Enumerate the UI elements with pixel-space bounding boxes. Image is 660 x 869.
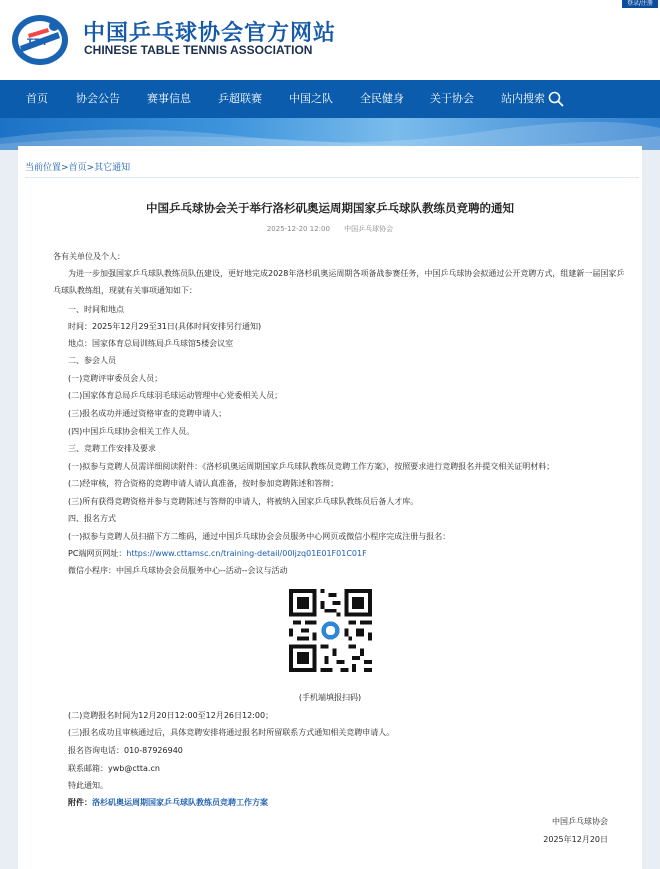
phone-text: 报名咨询电话：010-87926940	[68, 746, 183, 755]
nav-item-site-search[interactable]: 站内搜索	[501, 92, 545, 105]
ctta-logo-icon[interactable]	[10, 12, 72, 66]
list-item: (二)经审核，符合资格的竞聘申请人请认真准备，按时参加竞聘陈述和答辩；	[68, 479, 339, 488]
qr-caption: (手机端填报扫码)	[298, 693, 362, 702]
nav-item-china-team[interactable]: 中国之队	[289, 92, 333, 105]
list-item: (二)国家体育总局乒乓球羽毛球运动管理中心党委相关人员；	[68, 391, 283, 400]
attachment-row	[68, 798, 268, 808]
list-item: (三)报名成功并通过资格审查的竞聘申请人；	[68, 409, 227, 418]
section-heading: 三、竞聘工作安排及要求	[68, 444, 156, 453]
list-item: (一)拟参与竞聘人员扫描下方二维码，通过中国乒乓球协会会员服务中心网页或微信小程序完成注册与报名：	[68, 532, 451, 541]
login-register-button[interactable]: 登录/注册	[622, 0, 658, 8]
site-title-cn[interactable]: 中国乒乓球协会官方网站	[83, 21, 337, 46]
breadcrumb-separator: >	[61, 163, 69, 173]
breadcrumb-section-link[interactable]: 其它通知	[94, 163, 131, 173]
section-heading: 四、报名方式	[68, 514, 116, 523]
article-date: 2025-12-20 12:00	[266, 225, 330, 233]
signature-date: 2025年12月20日	[543, 835, 608, 844]
nav-item-fitness[interactable]: 全民健身	[360, 92, 404, 105]
place-text: 地点：国家体育总局训练局乒乓球馆5楼会议室	[68, 339, 234, 348]
list-item: (二)竞聘报名时间为12月20日12:00至12月26日12:00；	[68, 711, 274, 720]
list-item: (一)拟参与竞聘人员需详细阅读附件：《洛杉矶奥运周期国家乒乓球队教练员竞聘工作方案》，按照要求进行竞聘报名并提交相关证明材料；	[68, 462, 555, 471]
site-title-en: CHINESE TABLE TENNIS ASSOCIATION	[84, 43, 313, 57]
main-nav	[0, 80, 660, 118]
intro-paragraph-cont: 乓球队教练组，现就有关事项通知如下：	[53, 286, 197, 295]
attachment-link[interactable]: 洛杉矶奥运周期国家乒乓球队教练员竞聘工作方案	[92, 798, 268, 807]
search-icon[interactable]	[548, 91, 564, 107]
list-item: (三)报名成功且审核通过后，具体竞聘安排将通过报名时所留联系方式通知相关竞聘申请人。	[68, 728, 395, 737]
nav-item-about[interactable]: 关于协会	[430, 92, 474, 105]
list-item: (一)竞聘评审委员会人员；	[68, 374, 163, 383]
signature-org: 中国乒乓球协会	[552, 817, 608, 826]
nav-item-announcements[interactable]: 协会公告	[76, 92, 120, 105]
breadcrumb-separator: >	[86, 163, 95, 173]
breadcrumb-current-label: 当前位置	[25, 163, 62, 173]
greeting: 各有关单位及个人：	[53, 252, 125, 261]
list-item: (三)所有获得竞聘资格并参与竞聘陈述与答辩的申请人，将被纳入国家乒乓球队教练员后备人才库。	[68, 497, 419, 506]
email-text: 联系邮箱：ywb@ctta.cn	[68, 764, 160, 773]
section-heading: 二、参会人员	[68, 356, 116, 365]
article-title: 中国乒乓球协会关于举行洛杉矶奥运周期国家乒乓球队教练员竞聘的通知	[146, 201, 514, 215]
article-source: 中国乒乓球协会	[344, 225, 394, 233]
nav-item-events[interactable]: 赛事信息	[147, 92, 191, 105]
intro-paragraph: 为进一步加强国家乒乓球队教练员队伍建设，更好地完成2028年洛杉矶奥运周期各项备战参赛任务，中国乒乓球协会拟通过公开竞聘方式，组建新一届国家乒	[68, 269, 625, 278]
site-header	[0, 0, 660, 80]
pc-url-row	[68, 549, 367, 559]
list-item: (四)中国乒乓球协会相关工作人员。	[68, 427, 195, 436]
nav-item-super-league[interactable]: 乒超联赛	[218, 92, 262, 105]
qr-code-icon	[289, 589, 372, 672]
nav-item-home[interactable]: 首页	[26, 92, 48, 105]
article-meta	[0, 224, 660, 234]
pc-url-link[interactable]: https://www.cttamsc.cn/training-detail/00ljzq01E01F01C01F	[126, 549, 367, 558]
wechat-text: 微信小程序：中国乒乓球协会会员服务中心--活动--会议与活动	[68, 566, 288, 575]
attachment-label: 附件：	[68, 798, 92, 807]
breadcrumb-divider	[25, 177, 639, 178]
section-heading: 一、时间和地点	[68, 305, 124, 314]
closing-text: 特此通知。	[68, 781, 108, 790]
time-text: 时间：2025年12月29至31日(具体时间安排另行通知)	[68, 322, 262, 331]
svg-text:TTA: TTA	[27, 38, 46, 48]
breadcrumb	[25, 160, 130, 173]
pc-url-label: PC端网页网址：	[68, 549, 127, 558]
breadcrumb-home-link[interactable]: 首页	[68, 163, 87, 173]
